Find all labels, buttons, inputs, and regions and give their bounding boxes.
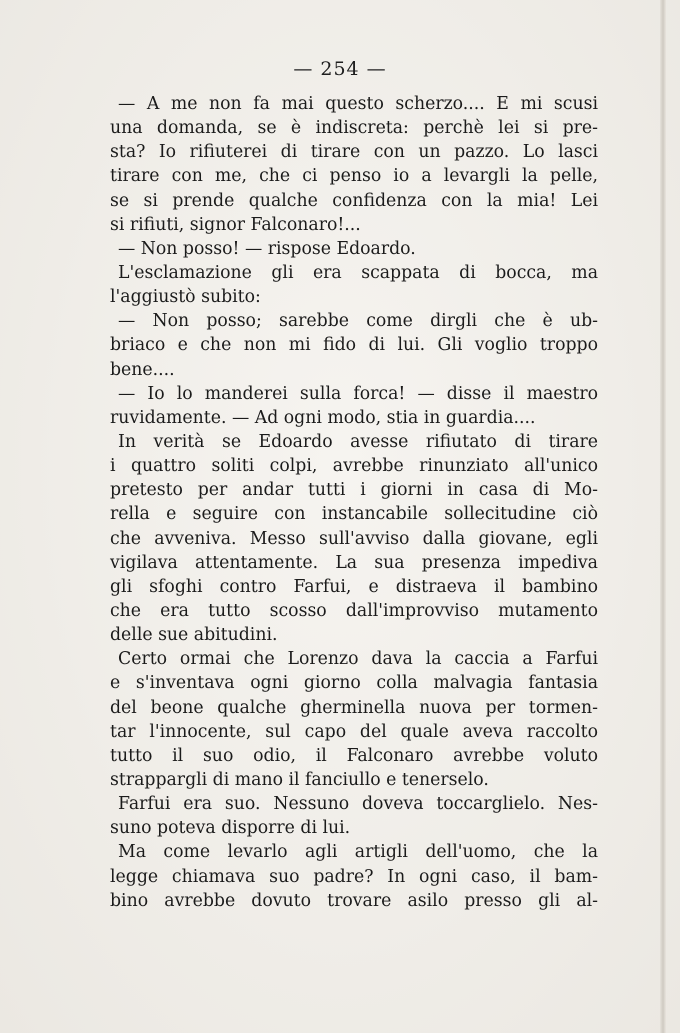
text-line: rella e seguire con instancabile sollecitudine ciò — [110, 504, 598, 525]
text-line: bene.... — [110, 359, 175, 380]
text-line: — Non posso; sarebbe come dirgli che è ub- — [118, 311, 598, 332]
text-line: pretesto per andar tutti i giorni in casa di Mo- — [110, 480, 598, 501]
text-line: suno poteva disporre di lui. — [110, 818, 351, 839]
text-line: bino avrebbe dovuto trovare asilo presso gli al- — [110, 890, 598, 911]
text-line: del beone qualche gherminella nuova per tormen- — [110, 697, 598, 718]
text-line: legge chiamava suo padre? In ogni caso, il bam- — [110, 866, 598, 887]
text-line: che era tutto scosso dall'improvviso mutamento — [110, 600, 598, 621]
text-line: una domanda, se è indiscreta: perchè lei si pre- — [110, 118, 598, 139]
text-line: ruvidamente. — Ad ogni modo, stia in guardia.... — [110, 407, 536, 428]
text-line: si rifiuti, signor Falconaro!... — [110, 214, 361, 235]
text-line: i quattro soliti colpi, avrebbe rinunziato all'unico — [110, 456, 598, 477]
page-spine-edge — [660, 0, 666, 1033]
text-line: In verità se Edoardo avesse rifiutato di tirare — [118, 431, 598, 452]
text-line: Ma come levarlo agli artigli dell'uomo, che la — [118, 842, 598, 863]
text-line: — Io lo manderei sulla forca! — disse il maestro — [118, 383, 598, 404]
text-line: vigilava attentamente. La sua presenza impediva — [110, 552, 598, 573]
text-line: delle sue abitudini. — [110, 625, 278, 646]
text-line: gli sfoghi contro Farfui, e distraeva il bambino — [110, 576, 598, 597]
text-line: Certo ormai che Lorenzo dava la caccia a Farfui — [118, 649, 598, 670]
text-line: L'esclamazione gli era scappata di bocca, ma — [118, 262, 598, 283]
text-line: tar l'innocente, sul capo del quale aveva raccolto — [110, 721, 598, 742]
text-line: che avveniva. Messo sull'avviso dalla giovane, egli — [110, 528, 598, 549]
text-line: e s'inventava ogni giorno colla malvagia fantasia — [110, 673, 598, 694]
text-line: l'aggiustò subito: — [110, 287, 261, 308]
text-line: tutto il suo odio, il Falconaro avrebbe voluto — [110, 745, 598, 766]
text-line: — A me non fa mai questo scherzo.... E mi scusi — [118, 94, 598, 114]
text-line: sta? Io rifiuterei di tirare con un pazzo. Lo lasci — [110, 142, 598, 163]
page-number: — 254 — — [293, 58, 387, 80]
text-line: — Non posso! — rispose Edoardo. — [118, 238, 416, 259]
text-line: Farfui era suo. Nessuno doveva toccarglielo. Nes- — [118, 794, 598, 815]
body-text — [110, 92, 598, 913]
text-line: se si prende qualche confidenza con la mia! Lei — [110, 190, 598, 211]
text-line: strappargli di mano il fanciullo e tenerselo. — [110, 769, 489, 790]
text-line: tirare con me, che ci penso io a levargli la pelle, — [110, 166, 598, 187]
text-line: briaco e che non mi fido di lui. Gli voglio troppo — [110, 335, 598, 356]
